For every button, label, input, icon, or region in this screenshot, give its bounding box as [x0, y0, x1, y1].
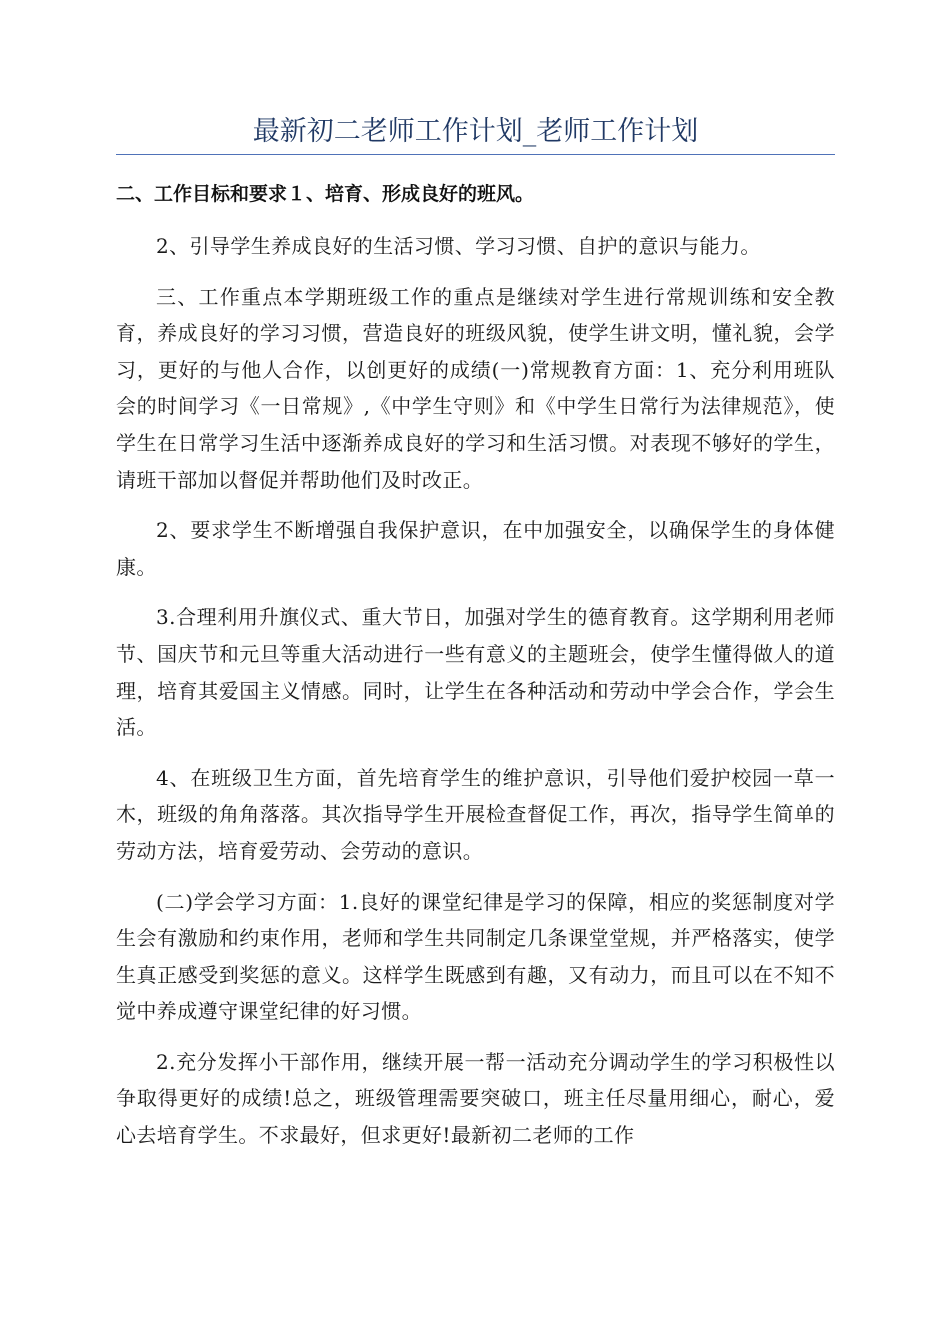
- paragraph-1: 2、引导学生养成良好的生活习惯、学习习惯、自护的意识与能力。: [156, 234, 761, 258]
- section-heading: 二、工作目标和要求１、培育、形成良好的班风。: [116, 183, 535, 205]
- document-title: 最新初二老师工作计划_老师工作计划: [252, 116, 699, 147]
- document-body: [116, 174, 835, 1168]
- paragraph-6: (二)学会学习方面：1.良好的课堂纪律是学习的保障，相应的奖惩制度对学生会有激励和约束作用，老师和学生共同制定几条课堂堂规，并严格落实，使学生真正感受到奖惩的意义。这样学生既感到有趣，又有动力，而且可以在不知不觉中养成遵守课堂纪律的好习惯。: [116, 889, 835, 1024]
- paragraph-4: 3.合理利用升旗仪式、重大节日，加强对学生的德育教育。这学期利用老师节、国庆节和元旦等重大活动进行一些有意义的主题班会，使学生懂得做人的道理，培育其爱国主义情感。同时，让学生在各种活动和劳动中学会合作，学会生活。: [116, 605, 835, 740]
- title-underline: [116, 154, 835, 155]
- paragraph-3: 2、要求学生不断增强自我保护意识，在中加强安全，以确保学生的身体健康。: [116, 518, 835, 579]
- paragraph-5: 4、在班级卫生方面，首先培育学生的维护意识，引导他们爱护校园一草一木，班级的角角落落。其次指导学生开展检查督促工作，再次，指导学生简单的劳动方法，培育爱劳动、会劳动的意识。: [116, 765, 835, 863]
- paragraph-7: 2.充分发挥小干部作用，继续开展一帮一活动充分调动学生的学习积极性以争取得更好的成绩!总之，班级管理需要突破口，班主任尽量用细心，耐心，爱心去培育学生。不求最好，但求更好!最新初二老师的工作: [116, 1049, 835, 1148]
- paragraph-2: 三、工作重点本学期班级工作的重点是继续对学生进行常规训练和安全教育，养成良好的学习习惯，营造良好的班级风貌，使学生讲文明，懂礼貌，会学习，更好的与他人合作，以创更好的成绩(一)常规教育方面：1、充分利用班队会的时间学习《一日常规》,《中学生守则》和《中学生日常行为法律规范》，使学生在日常学习生活中逐渐养成良好的学习和生活习惯。对表现不够好的学生，请班干部加以督促并帮助他们及时改正。: [116, 284, 835, 492]
